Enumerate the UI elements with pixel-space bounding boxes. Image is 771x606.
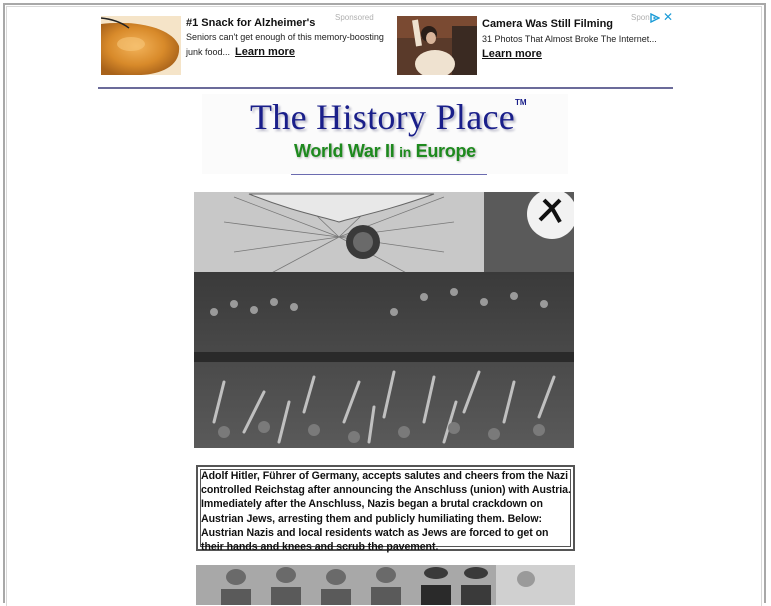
sponsored-label-truncated: Spon	[631, 13, 650, 22]
ad-text	[482, 16, 657, 62]
ad-text	[186, 16, 384, 60]
ad-title[interactable]: #1 Snack for Alzheimer's	[186, 17, 316, 29]
subtitle-text: World War II	[294, 141, 400, 161]
site-title: The History Place	[250, 97, 516, 137]
learn-more-link[interactable]: Learn more	[235, 46, 295, 58]
sponsored-label: Sponsored	[335, 13, 374, 22]
photo-caption: Adolf Hitler, Führer of Germany, accepts salutes and cheers from the Nazi controlled Reichstag after announcing the Anschluss (union) with Austria. Immediately after the Anschluss, Nazis began a brutal crackdown on Austrian Jews, arresting them and publicly humiliating them. Below: Austrian Nazis and local residents watch as Jews are forced to get on their hands and knees and scrub the pavement.	[201, 470, 571, 554]
learn-more-link[interactable]: Learn more	[482, 48, 542, 60]
ad-description-cont: junk food...	[186, 47, 231, 57]
photo-caption-box	[196, 465, 575, 554]
reichstag-photo	[194, 192, 574, 448]
subtitle-text: in	[399, 144, 411, 160]
woman-photo-image[interactable]	[397, 16, 477, 75]
close-icon[interactable]: ✕	[663, 10, 674, 24]
ad-divider	[98, 87, 673, 89]
site-logo[interactable]	[202, 94, 568, 174]
peanut-butter-spoon-image[interactable]	[101, 16, 181, 75]
ad-title[interactable]: Camera Was Still Filming	[482, 18, 614, 30]
trademark-symbol: TM	[515, 98, 527, 107]
ad-description: Seniors can't get enough of this memory-boosting	[186, 32, 384, 42]
subtitle-text: Europe	[410, 141, 476, 161]
logo-divider	[291, 174, 487, 175]
ad-item-2[interactable]	[397, 16, 667, 76]
ad-description: 31 Photos That Almost Broke The Internet...	[482, 34, 657, 44]
ad-item-1[interactable]	[101, 16, 391, 76]
site-subtitle	[294, 141, 476, 162]
austrian-street-photo	[196, 565, 575, 605]
